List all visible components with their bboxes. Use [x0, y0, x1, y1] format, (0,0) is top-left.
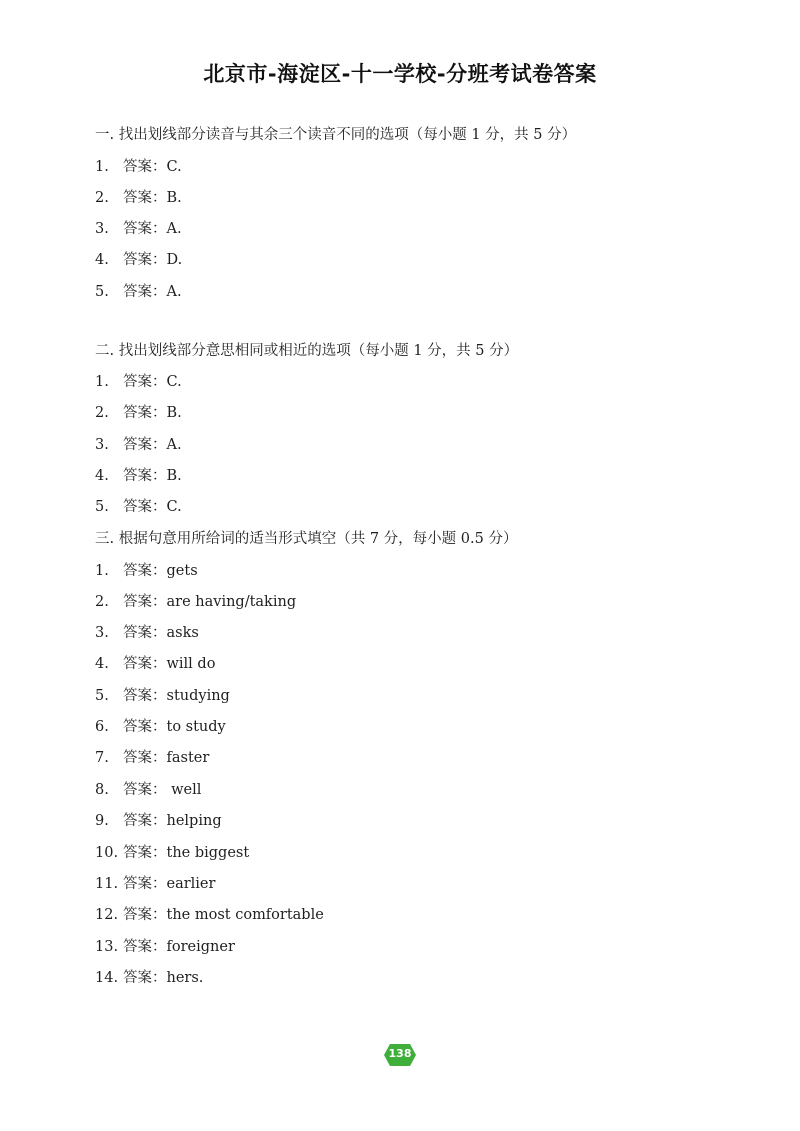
answer-value: gets [166, 563, 198, 579]
answer-prefix: 答案： [123, 563, 167, 579]
answer-value: studying [166, 688, 230, 704]
section-1-item [95, 157, 182, 177]
item-number: 1. [95, 374, 109, 390]
answer-prefix: 答案： [123, 190, 167, 206]
answer-value: A. [166, 221, 182, 237]
page-number-badge [383, 1043, 417, 1067]
answer-prefix: 答案： [123, 939, 167, 955]
answer-value: C. [166, 159, 182, 175]
answer-value: B. [166, 190, 182, 206]
section-2-heading: 二. 找出划线部分意思相同或相近的选项（每小题 1 分，共 5 分） [95, 343, 519, 359]
answer-value: earlier [166, 876, 216, 892]
item-number: 5. [95, 499, 109, 515]
item-number: 3. [95, 625, 109, 641]
item-number: 2. [95, 190, 109, 206]
item-number: 13. [95, 939, 119, 955]
item-number: 4. [95, 252, 109, 268]
section-2-item [95, 403, 182, 423]
answer-value: C. [166, 499, 182, 515]
answer-prefix: 答案： [123, 719, 167, 735]
answer-prefix: 答案： [123, 405, 167, 421]
answer-prefix: 答案： [123, 374, 167, 390]
item-number: 2. [95, 594, 109, 610]
page-title: 北京市-海淀区-十一学校-分班考试卷答案 [203, 62, 597, 86]
item-number: 8. [95, 782, 109, 798]
answer-prefix: 答案： [123, 594, 167, 610]
answer-prefix: 答案： [123, 221, 167, 237]
answer-prefix: 答案： [123, 468, 167, 484]
item-number: 14. [95, 970, 119, 986]
item-number: 12. [95, 907, 119, 923]
section-3-item [95, 717, 226, 737]
answer-value: helping [166, 813, 222, 829]
item-number: 3. [95, 221, 109, 237]
section-1-heading: 一. 找出划线部分读音与其余三个读音不同的选项（每小题 1 分，共 5 分） [95, 127, 577, 143]
section-3-item [95, 780, 201, 800]
item-number: 5. [95, 284, 109, 300]
section-3-item [95, 811, 222, 831]
item-number: 4. [95, 656, 109, 672]
section-3-item [95, 623, 199, 643]
answer-value: A. [166, 284, 182, 300]
answer-value: foreigner [166, 939, 235, 955]
section-3-item [95, 561, 198, 581]
answer-prefix: 答案： [123, 252, 167, 268]
answer-value: are having/taking [166, 594, 297, 610]
section-3-item [95, 968, 203, 988]
item-number: 10. [95, 845, 119, 861]
section-3-item [95, 686, 230, 706]
answer-value: A. [166, 437, 182, 453]
answer-prefix: 答案： [123, 907, 167, 923]
answer-prefix: 答案： [123, 688, 167, 704]
answer-prefix: 答案： [123, 876, 167, 892]
answer-value: faster [166, 750, 210, 766]
section-2-item [95, 466, 182, 486]
answer-prefix: 答案： [123, 782, 167, 798]
section-1-item [95, 250, 182, 270]
answer-value: will do [166, 656, 216, 672]
answer-value: the most comfortable [166, 907, 324, 923]
item-number: 6. [95, 719, 109, 735]
answer-prefix: 答案： [123, 970, 167, 986]
section-2-item [95, 435, 182, 455]
section-2-item [95, 497, 182, 517]
answer-prefix: 答案： [123, 284, 167, 300]
answer-value: D. [166, 252, 183, 268]
item-number: 5. [95, 688, 109, 704]
item-number: 2. [95, 405, 109, 421]
section-1-item [95, 219, 182, 239]
section-3-item [95, 905, 324, 925]
section-3-item [95, 843, 249, 863]
section-3-item [95, 654, 215, 674]
answer-prefix: 答案： [123, 813, 167, 829]
answer-value: C. [166, 374, 182, 390]
section-3-item [95, 748, 209, 768]
answer-prefix: 答案： [123, 625, 167, 641]
answer-prefix: 答案： [123, 845, 167, 861]
answer-value: to study [166, 719, 226, 735]
item-number: 4. [95, 468, 109, 484]
item-number: 1. [95, 159, 109, 175]
section-3-item [95, 592, 296, 612]
section-3-item [95, 874, 215, 894]
answer-value: the biggest [166, 845, 250, 861]
item-number: 11. [95, 876, 119, 892]
section-3-heading: 三. 根据句意用所给词的适当形式填空（共 7 分，每小题 0.5 分） [95, 531, 518, 547]
answer-prefix: 答案： [123, 159, 167, 175]
item-number: 7. [95, 750, 109, 766]
item-number: 3. [95, 437, 109, 453]
answer-value: B. [166, 468, 182, 484]
answer-value: well [166, 782, 202, 798]
page-number: 138 [388, 1047, 412, 1060]
answer-prefix: 答案： [123, 750, 167, 766]
item-number: 1. [95, 563, 109, 579]
answer-value: B. [166, 405, 182, 421]
section-1-item [95, 282, 182, 302]
answer-value: asks [166, 625, 199, 641]
section-3-item [95, 937, 235, 957]
answer-prefix: 答案： [123, 437, 167, 453]
item-number: 9. [95, 813, 109, 829]
section-2-item [95, 372, 182, 392]
answer-prefix: 答案： [123, 656, 167, 672]
section-1-item [95, 188, 182, 208]
answer-prefix: 答案： [123, 499, 167, 515]
answer-value: hers. [166, 970, 204, 986]
